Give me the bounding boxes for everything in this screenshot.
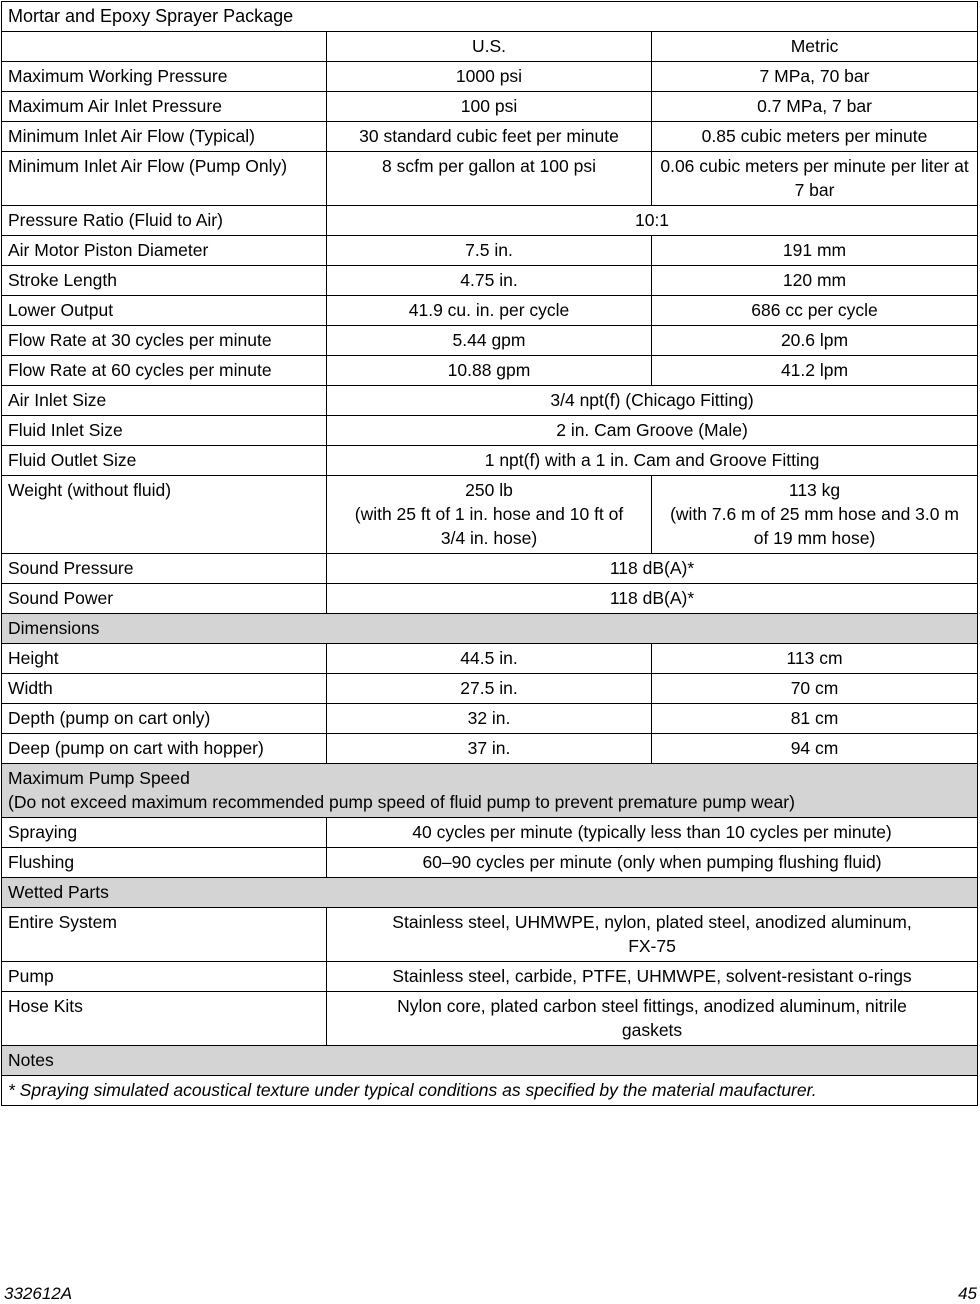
dimension-us-value: 32 in. [327,704,652,734]
weight-metric: 113 kg [788,480,841,500]
spec-label: Minimum Inlet Air Flow (Pump Only) [2,152,327,206]
spec-label: Flow Rate at 60 cycles per minute [2,356,327,386]
weight-us: 250 lb [465,480,513,500]
table-row [2,704,978,734]
dimension-metric-value: 81 cm [652,704,978,734]
table-row [2,266,978,296]
table-row [2,206,978,236]
table-row [2,446,978,476]
dimension-label: Depth (pump on cart only) [2,704,327,734]
weight-us-note: (with 25 ft of 1 in. hose and 10 ft of 3/4 in. hose) [354,504,624,548]
spec-metric-value: 0.7 MPa, 7 bar [652,92,978,122]
spec-label: Air Motor Piston Diameter [2,236,327,266]
spec-label: Sound Pressure [2,554,327,584]
spec-value: 118 dB(A)* [327,554,978,584]
spec-metric-value: 120 mm [652,266,978,296]
pump-speed-heading: Maximum Pump Speed [8,768,190,788]
spec-metric-value: 20.6 lpm [652,326,978,356]
spec-label: Air Inlet Size [2,386,327,416]
spec-label: Stroke Length [2,266,327,296]
section-heading-pump-speed [2,764,978,818]
table-row [2,326,978,356]
spec-label: Weight (without fluid) [2,476,327,554]
column-header-metric: Metric [652,32,978,62]
table-row [2,848,978,878]
table-row [2,818,978,848]
spec-us-value [327,476,652,554]
pump-speed-value: 60–90 cycles per minute (only when pumping flushing fluid) [327,848,978,878]
dimension-us-value: 27.5 in. [327,674,652,704]
dimension-us-value: 37 in. [327,734,652,764]
spec-metric-value [652,476,978,554]
table-row [2,644,978,674]
header-blank [2,32,327,62]
pump-speed-value: 40 cycles per minute (typically less than 10 cycles per minute) [327,818,978,848]
table-row [2,152,978,206]
wetted-part-label: Pump [2,962,327,992]
spec-value: 2 in. Cam Groove (Male) [327,416,978,446]
table-row [2,386,978,416]
table-row [2,992,978,1046]
pump-speed-label: Spraying [2,818,327,848]
spec-us-value: 5.44 gpm [327,326,652,356]
dimension-metric-value: 113 cm [652,644,978,674]
pump-speed-label: Flushing [2,848,327,878]
table-row [2,122,978,152]
wetted-part-value: Nylon core, plated carbon steel fittings, anodized aluminum, nitrile gaskets [327,992,978,1046]
spec-value: 3/4 npt(f) (Chicago Fitting) [327,386,978,416]
spec-metric-value: 191 mm [652,236,978,266]
spec-us-value: 10.88 gpm [327,356,652,386]
spec-us-value: 100 psi [327,92,652,122]
spec-metric-value: 686 cc per cycle [652,296,978,326]
table-row [2,734,978,764]
spec-label: Pressure Ratio (Fluid to Air) [2,206,327,236]
table-row [2,962,978,992]
table-row [2,674,978,704]
table-row [2,236,978,266]
weight-metric-note: (with 7.6 m of 25 mm hose and 3.0 m of 19 mm hose) [670,504,959,548]
spec-label: Sound Power [2,584,327,614]
spec-label: Flow Rate at 30 cycles per minute [2,326,327,356]
spec-label: Fluid Inlet Size [2,416,327,446]
footnote: * Spraying simulated acoustical texture under typical conditions as specified by the material maufacturer. [2,1076,978,1106]
section-heading-dimensions: Dimensions [2,614,978,644]
spec-us-value: 8 scfm per gallon at 100 psi [327,152,652,206]
spec-metric-value: 0.85 cubic meters per minute [652,122,978,152]
specifications-table [1,1,978,1106]
table-row [2,92,978,122]
spec-label: Fluid Outlet Size [2,446,327,476]
spec-us-value: 41.9 cu. in. per cycle [327,296,652,326]
table-row [2,908,978,962]
spec-label: Minimum Inlet Air Flow (Typical) [2,122,327,152]
dimension-us-value: 44.5 in. [327,644,652,674]
dimension-metric-value: 70 cm [652,674,978,704]
table-row [2,476,978,554]
spec-value: 118 dB(A)* [327,584,978,614]
spec-value: 1 npt(f) with a 1 in. Cam and Groove Fitting [327,446,978,476]
spec-label: Maximum Working Pressure [2,62,327,92]
spec-us-value: 1000 psi [327,62,652,92]
spec-us-value: 4.75 in. [327,266,652,296]
table-row [2,584,978,614]
table-row [2,554,978,584]
column-header-us: U.S. [327,32,652,62]
wetted-part-value: Stainless steel, carbide, PTFE, UHMWPE, solvent-resistant o-rings [327,962,978,992]
table-row [2,356,978,386]
dimension-metric-value: 94 cm [652,734,978,764]
spec-metric-value: 0.06 cubic meters per minute per liter at 7 bar [652,152,978,206]
table-title: Mortar and Epoxy Sprayer Package [2,2,978,32]
wetted-part-label: Entire System [2,908,327,962]
document-number: 332612A [4,1284,73,1303]
wetted-part-label: Hose Kits [2,992,327,1046]
section-heading-notes: Notes [2,1046,978,1076]
spec-us-value: 30 standard cubic feet per minute [327,122,652,152]
table-row [2,296,978,326]
dimension-label: Deep (pump on cart with hopper) [2,734,327,764]
spec-metric-value: 41.2 lpm [652,356,978,386]
spec-label: Maximum Air Inlet Pressure [2,92,327,122]
spec-metric-value: 7 MPa, 70 bar [652,62,978,92]
page-number: 45 [958,1284,977,1303]
wetted-part-value: Stainless steel, UHMWPE, nylon, plated steel, anodized aluminum, FX-75 [327,908,978,962]
spec-us-value: 7.5 in. [327,236,652,266]
dimension-label: Width [2,674,327,704]
section-heading-wetted-parts: Wetted Parts [2,878,978,908]
table-row [2,416,978,446]
pump-speed-subheading: (Do not exceed maximum recommended pump speed of fluid pump to prevent premature pump wear) [8,792,795,812]
spec-label: Lower Output [2,296,327,326]
table-row [2,62,978,92]
spec-value: 10:1 [327,206,978,236]
dimension-label: Height [2,644,327,674]
